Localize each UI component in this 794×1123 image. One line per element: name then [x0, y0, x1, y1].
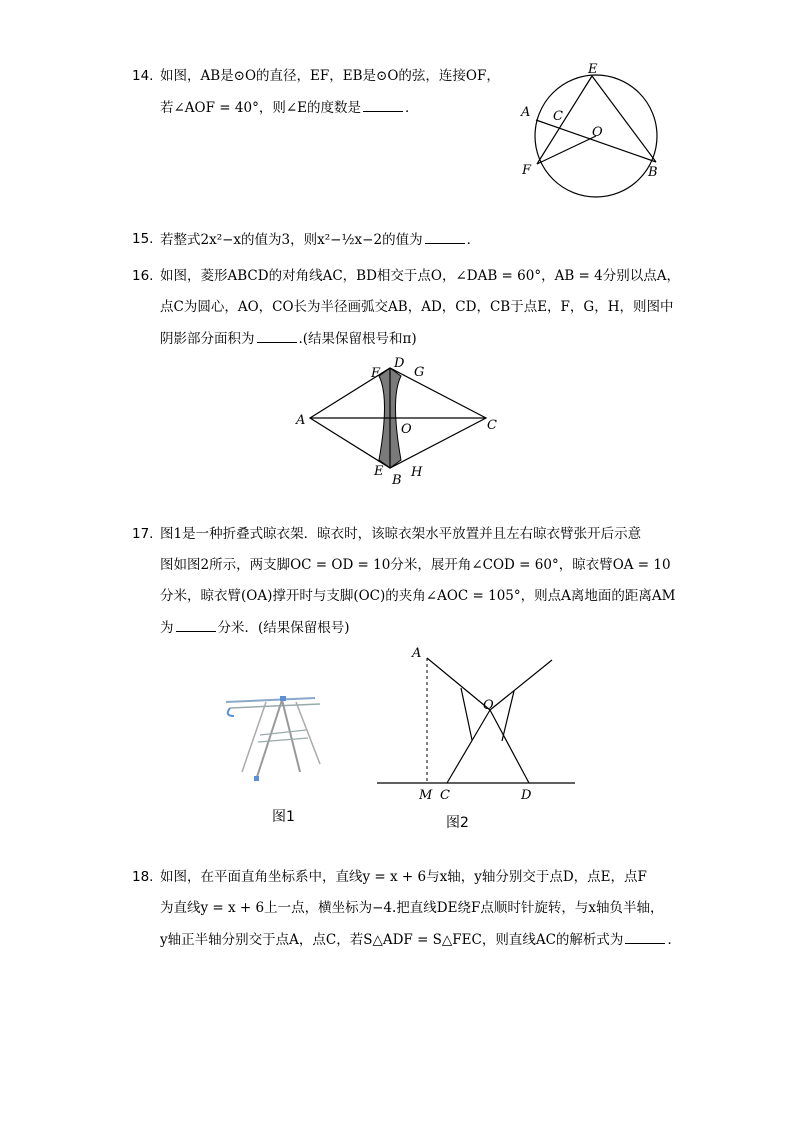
- rack-joint: [280, 696, 286, 701]
- arm-right: [490, 660, 552, 710]
- label-o: O: [592, 125, 603, 140]
- label-o: O: [483, 698, 494, 713]
- arm-oa: [427, 658, 490, 710]
- label-m: M: [419, 788, 433, 803]
- question-15-tail: ．: [466, 232, 481, 248]
- question-18-tail: ．: [667, 932, 681, 948]
- rack-leg: [296, 702, 320, 764]
- label-b: B: [392, 473, 402, 488]
- question-17-line-2: 图如图2所示，两支脚OC = OD = 10分米，展开角∠COD = 60°，晾衣臂OA = 10: [160, 557, 671, 573]
- question-17-tail: 分米．(结果保留根号): [217, 620, 350, 636]
- label-e: E: [588, 62, 598, 77]
- answer-blank: [425, 229, 465, 244]
- question-18-line-2: 为直线y = x + 6上一点，横坐标为−4.把直线DE绕F点顺时针旋转，与x轴负半轴，: [160, 900, 664, 916]
- question-16-line-3-text: 阴影部分面积为: [160, 331, 255, 347]
- label-b: B: [648, 165, 658, 180]
- question-18-number: 18.: [132, 869, 154, 885]
- label-o: O: [401, 422, 412, 437]
- figure-2-diagram: [372, 642, 582, 804]
- figure-drying-rack-photo: [220, 690, 330, 785]
- caption-figure-1: 图1: [272, 809, 295, 825]
- question-16-line-3: [160, 328, 417, 349]
- rack-foot: [254, 776, 259, 781]
- answer-blank: [363, 97, 403, 112]
- question-18-line-3: [160, 929, 681, 950]
- label-c: C: [440, 788, 450, 803]
- answer-blank: [257, 328, 297, 343]
- rack-crossbar: [260, 730, 306, 735]
- rack-leg: [282, 700, 300, 772]
- question-17-line-1: 图1是一种折叠式晾衣架．晾衣时，该晾衣架水平放置并且左右晾衣臂张开后示意: [160, 526, 642, 542]
- answer-blank: [625, 929, 665, 944]
- chord-eb: [592, 76, 656, 162]
- question-16-tail: .(结果保留根号和π): [298, 331, 417, 347]
- question-17-line-4-text: 为: [160, 620, 174, 636]
- question-14-line-2: [160, 97, 418, 118]
- label-d: D: [521, 788, 532, 803]
- label-g: G: [414, 365, 425, 380]
- question-15-number: 15.: [132, 231, 154, 247]
- label-c: C: [487, 418, 497, 433]
- leg-od: [490, 710, 529, 783]
- question-18-line-3-text: y轴正半轴分别交于点A，点C，若S△ADF = S△FEC，则直线AC的解析式为: [160, 932, 624, 948]
- question-15-line-1: [160, 229, 480, 250]
- rack-hook: [228, 708, 234, 716]
- question-18-line-1: 如图，在平面直角坐标系中，直线y = x + 6与x轴，y轴分别交于点D，点E，点F: [160, 869, 647, 885]
- question-17-number: 17.: [132, 526, 154, 542]
- figure-circle-o: [510, 58, 670, 208]
- rack-top-bar: [226, 698, 315, 702]
- question-17-line-4: [160, 617, 350, 638]
- label-f: F: [371, 366, 381, 381]
- label-a: A: [412, 646, 422, 661]
- label-c: C: [553, 109, 563, 124]
- question-16-number: 16.: [132, 268, 154, 284]
- label-e: E: [374, 464, 384, 479]
- rack-crossbar: [258, 738, 308, 742]
- label-h: H: [411, 465, 423, 480]
- answer-blank: [176, 617, 216, 632]
- label-f: F: [522, 163, 532, 178]
- question-15-text: 若整式2x²−x的值为3，则x²−½x−2的值为: [160, 232, 423, 248]
- label-a: A: [521, 105, 531, 120]
- question-16-line-2: 点C为圆心，AO，CO长为半径画弧交AB，AD，CD，CB于点E，F，G，H，则图中: [160, 299, 674, 315]
- question-14-number: 14.: [132, 68, 154, 84]
- question-14-line-2-text: 若∠AOF = 40°，则∠E的度数是: [160, 100, 361, 116]
- question-16-line-1: 如图，菱形ABCD的对角线AC，BD相交于点O，∠DAB = 60°，AB = 4分别以点A，: [160, 268, 680, 284]
- figure-rhombus: [290, 352, 510, 488]
- support-left: [461, 688, 472, 740]
- caption-figure-2: 图2: [446, 815, 469, 831]
- label-d: D: [394, 356, 405, 371]
- label-a: A: [296, 413, 306, 428]
- question-17-line-3: 分米，晾衣臂(OA)撑开时与支脚(OC)的夹角∠AOC = 105°，则点A离地面的距离AM: [160, 588, 676, 604]
- question-14-tail: ．: [404, 100, 419, 116]
- question-14-line-1: 如图，AB是⊙O的直径，EF，EB是⊙O的弦，连接OF，: [160, 68, 500, 84]
- rack-top-bar-2: [230, 704, 320, 708]
